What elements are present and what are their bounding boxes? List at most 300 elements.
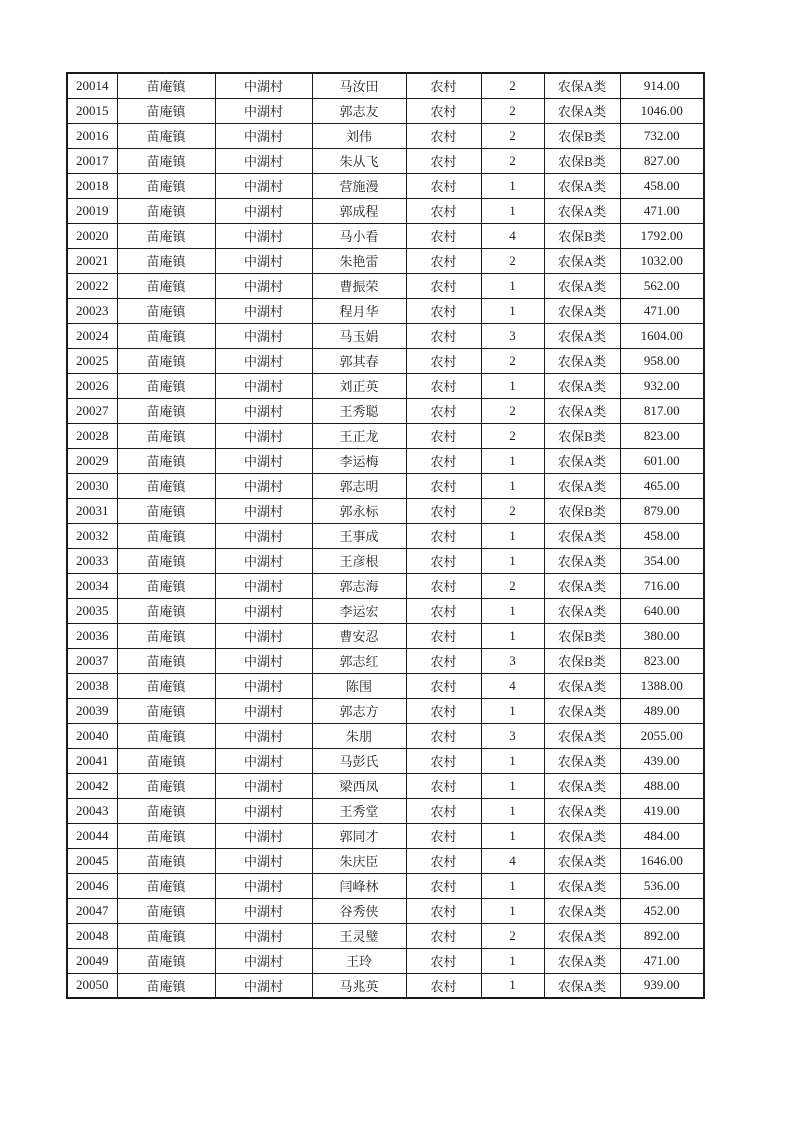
cell-person-count: 1 [481,773,544,798]
cell-residence-type: 农村 [406,323,481,348]
cell-record-id: 20034 [67,573,117,598]
table-row [67,298,704,323]
cell-insurance-class: 农保A类 [544,923,620,948]
cell-residence-type: 农村 [406,123,481,148]
cell-insurance-class: 农保A类 [544,848,620,873]
cell-person-count: 1 [481,298,544,323]
cell-amount: 484.00 [620,823,704,848]
cell-village: 中湖村 [215,173,312,198]
cell-person-count: 1 [481,748,544,773]
cell-record-id: 20041 [67,748,117,773]
cell-village: 中湖村 [215,923,312,948]
cell-amount: 879.00 [620,498,704,523]
cell-insurance-class: 农保B类 [544,623,620,648]
cell-village: 中湖村 [215,848,312,873]
cell-residence-type: 农村 [406,273,481,298]
cell-record-id: 20038 [67,673,117,698]
cell-record-id: 20014 [67,73,117,98]
cell-residence-type: 农村 [406,398,481,423]
cell-record-id: 20047 [67,898,117,923]
cell-residence-type: 农村 [406,548,481,573]
table-row [67,223,704,248]
cell-residence-type: 农村 [406,73,481,98]
cell-residence-type: 农村 [406,973,481,998]
cell-person-count: 1 [481,823,544,848]
cell-person-count: 1 [481,598,544,623]
table-row [67,823,704,848]
cell-record-id: 20044 [67,823,117,848]
cell-village: 中湖村 [215,148,312,173]
cell-amount: 958.00 [620,348,704,373]
cell-town: 苗庵镇 [117,273,215,298]
cell-amount: 932.00 [620,373,704,398]
cell-amount: 465.00 [620,473,704,498]
cell-town: 苗庵镇 [117,373,215,398]
cell-residence-type: 农村 [406,623,481,648]
cell-village: 中湖村 [215,348,312,373]
table-row [67,973,704,998]
cell-person-name: 郭成程 [312,198,406,223]
cell-person-name: 王玲 [312,948,406,973]
cell-village: 中湖村 [215,573,312,598]
cell-record-id: 20030 [67,473,117,498]
benefits-table-body [67,73,704,998]
cell-village: 中湖村 [215,123,312,148]
cell-person-name: 程月华 [312,298,406,323]
cell-village: 中湖村 [215,398,312,423]
cell-amount: 489.00 [620,698,704,723]
cell-insurance-class: 农保A类 [544,273,620,298]
cell-record-id: 20027 [67,398,117,423]
table-row [67,723,704,748]
cell-insurance-class: 农保A类 [544,873,620,898]
table-row [67,848,704,873]
cell-village: 中湖村 [215,748,312,773]
cell-amount: 562.00 [620,273,704,298]
cell-person-count: 4 [481,223,544,248]
cell-residence-type: 农村 [406,848,481,873]
cell-person-name: 陈围 [312,673,406,698]
cell-insurance-class: 农保A类 [544,473,620,498]
cell-person-count: 1 [481,798,544,823]
cell-amount: 354.00 [620,548,704,573]
cell-person-name: 马彭氏 [312,748,406,773]
cell-record-id: 20020 [67,223,117,248]
cell-person-name: 谷秀侠 [312,898,406,923]
cell-town: 苗庵镇 [117,173,215,198]
cell-village: 中湖村 [215,948,312,973]
cell-amount: 732.00 [620,123,704,148]
cell-amount: 914.00 [620,73,704,98]
cell-residence-type: 农村 [406,723,481,748]
cell-record-id: 20032 [67,523,117,548]
cell-person-count: 2 [481,573,544,598]
cell-amount: 601.00 [620,448,704,473]
cell-person-count: 3 [481,648,544,673]
cell-village: 中湖村 [215,273,312,298]
cell-record-id: 20024 [67,323,117,348]
cell-amount: 827.00 [620,148,704,173]
table-row [67,573,704,598]
cell-person-count: 4 [481,848,544,873]
cell-residence-type: 农村 [406,298,481,323]
cell-residence-type: 农村 [406,673,481,698]
cell-residence-type: 农村 [406,598,481,623]
cell-record-id: 20039 [67,698,117,723]
cell-person-name: 朱朋 [312,723,406,748]
cell-amount: 1032.00 [620,248,704,273]
cell-town: 苗庵镇 [117,98,215,123]
cell-town: 苗庵镇 [117,448,215,473]
cell-person-name: 王事成 [312,523,406,548]
cell-town: 苗庵镇 [117,473,215,498]
cell-record-id: 20028 [67,423,117,448]
cell-village: 中湖村 [215,773,312,798]
cell-person-name: 刘伟 [312,123,406,148]
cell-amount: 471.00 [620,198,704,223]
table-row [67,473,704,498]
cell-record-id: 20017 [67,148,117,173]
table-row [67,323,704,348]
cell-residence-type: 农村 [406,348,481,373]
cell-record-id: 20046 [67,873,117,898]
cell-person-count: 1 [481,898,544,923]
cell-town: 苗庵镇 [117,148,215,173]
cell-village: 中湖村 [215,223,312,248]
cell-person-name: 郭永标 [312,498,406,523]
cell-town: 苗庵镇 [117,348,215,373]
cell-amount: 471.00 [620,948,704,973]
cell-insurance-class: 农保A类 [544,173,620,198]
cell-town: 苗庵镇 [117,723,215,748]
cell-town: 苗庵镇 [117,423,215,448]
cell-village: 中湖村 [215,548,312,573]
cell-town: 苗庵镇 [117,398,215,423]
cell-insurance-class: 农保A类 [544,398,620,423]
cell-person-name: 郭志方 [312,698,406,723]
cell-person-count: 2 [481,423,544,448]
cell-town: 苗庵镇 [117,623,215,648]
cell-insurance-class: 农保A类 [544,373,620,398]
cell-insurance-class: 农保B类 [544,223,620,248]
cell-record-id: 20019 [67,198,117,223]
cell-person-count: 2 [481,73,544,98]
cell-insurance-class: 农保A类 [544,548,620,573]
cell-record-id: 20049 [67,948,117,973]
cell-residence-type: 农村 [406,523,481,548]
cell-record-id: 20035 [67,598,117,623]
cell-person-name: 朱庆臣 [312,848,406,873]
cell-person-count: 2 [481,148,544,173]
cell-village: 中湖村 [215,798,312,823]
cell-town: 苗庵镇 [117,123,215,148]
cell-residence-type: 农村 [406,773,481,798]
table-row [67,423,704,448]
table-row [67,123,704,148]
cell-village: 中湖村 [215,323,312,348]
cell-person-name: 王灵璧 [312,923,406,948]
cell-residence-type: 农村 [406,923,481,948]
table-row [67,623,704,648]
cell-village: 中湖村 [215,723,312,748]
cell-person-count: 1 [481,173,544,198]
cell-record-id: 20022 [67,273,117,298]
cell-residence-type: 农村 [406,223,481,248]
cell-insurance-class: 农保A类 [544,698,620,723]
cell-residence-type: 农村 [406,948,481,973]
cell-person-name: 曹安忍 [312,623,406,648]
cell-record-id: 20043 [67,798,117,823]
table-row [67,523,704,548]
cell-residence-type: 农村 [406,498,481,523]
cell-insurance-class: 农保A类 [544,973,620,998]
cell-village: 中湖村 [215,598,312,623]
cell-town: 苗庵镇 [117,323,215,348]
cell-insurance-class: 农保A类 [544,298,620,323]
cell-village: 中湖村 [215,198,312,223]
cell-residence-type: 农村 [406,248,481,273]
cell-residence-type: 农村 [406,648,481,673]
cell-town: 苗庵镇 [117,523,215,548]
cell-record-id: 20042 [67,773,117,798]
cell-record-id: 20016 [67,123,117,148]
table-row [67,148,704,173]
cell-person-count: 2 [481,248,544,273]
table-row [67,773,704,798]
cell-village: 中湖村 [215,698,312,723]
cell-amount: 640.00 [620,598,704,623]
cell-amount: 2055.00 [620,723,704,748]
table-row [67,398,704,423]
cell-person-name: 曹振荣 [312,273,406,298]
cell-town: 苗庵镇 [117,73,215,98]
cell-record-id: 20045 [67,848,117,873]
cell-insurance-class: 农保A类 [544,773,620,798]
cell-amount: 471.00 [620,298,704,323]
table-row [67,598,704,623]
cell-town: 苗庵镇 [117,798,215,823]
cell-person-name: 朱艳雷 [312,248,406,273]
cell-record-id: 20025 [67,348,117,373]
cell-person-name: 王秀堂 [312,798,406,823]
cell-residence-type: 农村 [406,473,481,498]
cell-insurance-class: 农保A类 [544,573,620,598]
cell-person-count: 2 [481,98,544,123]
cell-village: 中湖村 [215,248,312,273]
cell-person-count: 1 [481,698,544,723]
cell-amount: 823.00 [620,423,704,448]
cell-town: 苗庵镇 [117,248,215,273]
cell-amount: 823.00 [620,648,704,673]
cell-village: 中湖村 [215,498,312,523]
cell-insurance-class: 农保A类 [544,723,620,748]
cell-insurance-class: 农保B类 [544,498,620,523]
cell-amount: 817.00 [620,398,704,423]
cell-insurance-class: 农保A类 [544,198,620,223]
cell-person-count: 1 [481,523,544,548]
cell-person-name: 郭志红 [312,648,406,673]
cell-person-count: 2 [481,123,544,148]
cell-person-name: 梁西凤 [312,773,406,798]
table-row [67,73,704,98]
cell-record-id: 20023 [67,298,117,323]
cell-record-id: 20026 [67,373,117,398]
cell-residence-type: 农村 [406,873,481,898]
cell-amount: 458.00 [620,173,704,198]
table-row [67,373,704,398]
cell-town: 苗庵镇 [117,223,215,248]
cell-residence-type: 农村 [406,798,481,823]
cell-person-name: 郭志明 [312,473,406,498]
cell-person-name: 李运梅 [312,448,406,473]
table-row [67,948,704,973]
cell-person-count: 1 [481,198,544,223]
table-row [67,748,704,773]
cell-insurance-class: 农保A类 [544,323,620,348]
cell-insurance-class: 农保A类 [544,448,620,473]
cell-person-name: 王彦根 [312,548,406,573]
cell-town: 苗庵镇 [117,898,215,923]
cell-insurance-class: 农保B类 [544,148,620,173]
cell-record-id: 20040 [67,723,117,748]
cell-person-name: 王秀聪 [312,398,406,423]
cell-person-name: 马玉娟 [312,323,406,348]
cell-insurance-class: 农保A类 [544,823,620,848]
cell-amount: 892.00 [620,923,704,948]
cell-residence-type: 农村 [406,148,481,173]
cell-record-id: 20015 [67,98,117,123]
cell-amount: 1046.00 [620,98,704,123]
cell-insurance-class: 农保A类 [544,98,620,123]
cell-person-count: 1 [481,973,544,998]
cell-village: 中湖村 [215,473,312,498]
table-row [67,348,704,373]
cell-person-name: 郭同才 [312,823,406,848]
cell-person-count: 1 [481,548,544,573]
cell-town: 苗庵镇 [117,823,215,848]
cell-town: 苗庵镇 [117,648,215,673]
cell-person-name: 李运宏 [312,598,406,623]
cell-person-name: 郭其春 [312,348,406,373]
cell-town: 苗庵镇 [117,923,215,948]
cell-person-count: 2 [481,348,544,373]
cell-person-count: 3 [481,323,544,348]
cell-town: 苗庵镇 [117,773,215,798]
cell-town: 苗庵镇 [117,573,215,598]
table-row [67,548,704,573]
cell-person-name: 马小看 [312,223,406,248]
cell-residence-type: 农村 [406,748,481,773]
cell-person-count: 2 [481,498,544,523]
cell-insurance-class: 农保A类 [544,598,620,623]
cell-person-name: 马兆英 [312,973,406,998]
cell-village: 中湖村 [215,423,312,448]
cell-record-id: 20037 [67,648,117,673]
cell-person-name: 郭志海 [312,573,406,598]
cell-amount: 1646.00 [620,848,704,873]
table-row [67,498,704,523]
cell-record-id: 20048 [67,923,117,948]
cell-insurance-class: 农保A类 [544,748,620,773]
cell-record-id: 20018 [67,173,117,198]
cell-person-name: 王正龙 [312,423,406,448]
cell-town: 苗庵镇 [117,973,215,998]
cell-person-count: 1 [481,948,544,973]
cell-residence-type: 农村 [406,698,481,723]
cell-person-name: 闫峰林 [312,873,406,898]
cell-person-count: 3 [481,723,544,748]
cell-person-name: 朱从飞 [312,148,406,173]
cell-village: 中湖村 [215,623,312,648]
cell-amount: 419.00 [620,798,704,823]
cell-amount: 716.00 [620,573,704,598]
cell-town: 苗庵镇 [117,598,215,623]
table-row [67,273,704,298]
cell-town: 苗庵镇 [117,673,215,698]
cell-village: 中湖村 [215,98,312,123]
table-row [67,873,704,898]
table-row [67,673,704,698]
table-row [67,173,704,198]
cell-insurance-class: 农保A类 [544,348,620,373]
cell-village: 中湖村 [215,873,312,898]
cell-amount: 1388.00 [620,673,704,698]
cell-person-count: 1 [481,473,544,498]
cell-record-id: 20029 [67,448,117,473]
cell-record-id: 20050 [67,973,117,998]
cell-person-name: 刘正英 [312,373,406,398]
benefits-table [66,72,705,999]
table-row [67,248,704,273]
cell-village: 中湖村 [215,373,312,398]
cell-residence-type: 农村 [406,573,481,598]
cell-town: 苗庵镇 [117,873,215,898]
cell-insurance-class: 农保A类 [544,523,620,548]
cell-amount: 1604.00 [620,323,704,348]
cell-village: 中湖村 [215,448,312,473]
cell-residence-type: 农村 [406,98,481,123]
cell-insurance-class: 农保A类 [544,948,620,973]
table-row [67,198,704,223]
cell-insurance-class: 农保B类 [544,648,620,673]
cell-town: 苗庵镇 [117,698,215,723]
cell-village: 中湖村 [215,673,312,698]
cell-village: 中湖村 [215,823,312,848]
table-row [67,923,704,948]
cell-insurance-class: 农保A类 [544,73,620,98]
table-row [67,448,704,473]
table-row [67,648,704,673]
cell-insurance-class: 农保A类 [544,798,620,823]
cell-person-count: 2 [481,923,544,948]
cell-village: 中湖村 [215,298,312,323]
cell-town: 苗庵镇 [117,748,215,773]
cell-person-name: 马汝田 [312,73,406,98]
cell-amount: 380.00 [620,623,704,648]
cell-village: 中湖村 [215,973,312,998]
cell-insurance-class: 农保A类 [544,248,620,273]
cell-insurance-class: 农保A类 [544,673,620,698]
table-row [67,98,704,123]
cell-insurance-class: 农保A类 [544,898,620,923]
cell-village: 中湖村 [215,898,312,923]
cell-amount: 488.00 [620,773,704,798]
cell-record-id: 20033 [67,548,117,573]
cell-insurance-class: 农保B类 [544,423,620,448]
cell-record-id: 20021 [67,248,117,273]
cell-person-count: 2 [481,398,544,423]
table-row [67,898,704,923]
